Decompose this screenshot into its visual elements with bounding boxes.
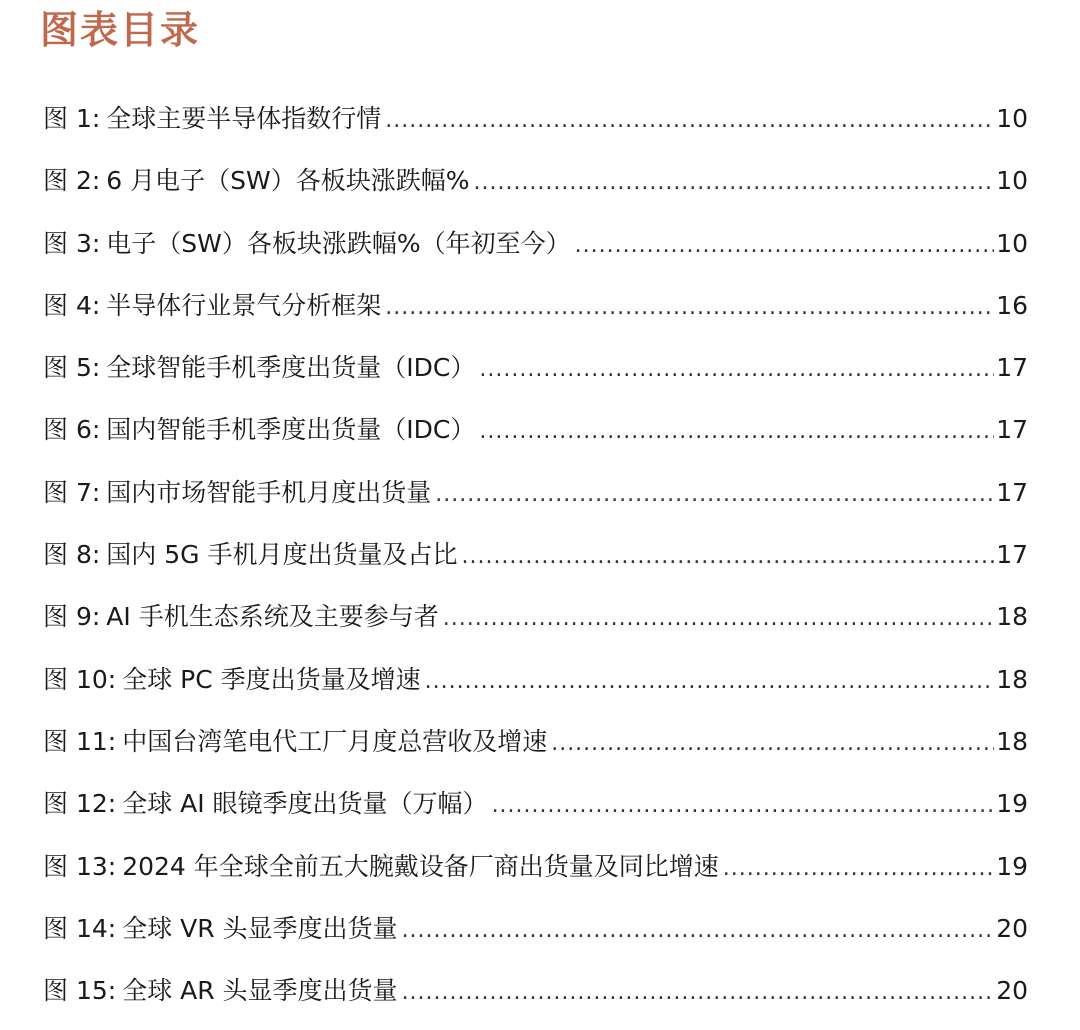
toc-page-number: 18: [996, 602, 1028, 632]
toc-figure-number: 图 1:: [43, 104, 101, 133]
toc-dot-leader: [479, 409, 994, 455]
toc-entry[interactable]: [43, 719, 1028, 781]
toc-page-number: 17: [996, 540, 1028, 570]
toc-figure-number: 图 8:: [43, 540, 101, 570]
toc-page-number: 16: [996, 290, 1028, 320]
toc-entry[interactable]: [43, 283, 1028, 345]
toc-entry[interactable]: [43, 594, 1028, 656]
toc-figure-number: 图 14:: [43, 913, 117, 943]
toc-figure-number: 图 10:: [43, 664, 117, 694]
toc-dot-leader: [402, 970, 995, 1016]
toc-entry[interactable]: [43, 657, 1028, 719]
toc-dot-leader: [402, 908, 995, 954]
toc-page-number: 20: [996, 976, 1028, 1006]
toc-page-number: 17: [996, 415, 1028, 445]
toc-entry[interactable]: [43, 96, 1028, 158]
toc-figure-caption: 6 月电子（SW）各板块涨跌幅%: [106, 166, 470, 196]
toc-dot-leader: [551, 721, 994, 767]
toc-dot-leader: [425, 659, 995, 705]
toc-figure-caption: 全球 PC 季度出货量及增速: [122, 664, 421, 694]
toc-entry[interactable]: [43, 345, 1028, 407]
toc-page-number: 10: [996, 166, 1028, 196]
toc-entry[interactable]: [43, 844, 1028, 906]
toc-entry[interactable]: [43, 781, 1028, 843]
toc-page-number: 19: [996, 789, 1028, 819]
toc-figure-number: 图 9:: [43, 602, 101, 632]
toc-figure-number: 图 13:: [43, 851, 117, 881]
toc-page-number: 10: [996, 104, 1028, 133]
toc-page-number: 19: [996, 851, 1028, 881]
toc-page-number: 18: [996, 726, 1028, 756]
page-title: 图表目录: [40, 7, 201, 52]
toc-dot-leader: [492, 783, 995, 829]
toc-figure-number: 图 15:: [43, 976, 117, 1006]
toc-entry[interactable]: [43, 407, 1028, 469]
figure-table-of-contents: [43, 96, 1028, 1030]
toc-figure-caption: 国内智能手机季度出货量（IDC）: [106, 415, 476, 445]
toc-figure-number: 图 7:: [43, 477, 101, 507]
toc-figure-caption: 全球智能手机季度出货量（IDC）: [106, 353, 476, 383]
toc-entry[interactable]: [43, 906, 1028, 968]
toc-dot-leader: [575, 223, 995, 269]
toc-figure-caption: 中国台湾笔电代工厂月度总营收及增速: [122, 726, 548, 756]
toc-figure-caption: 国内市场智能手机月度出货量: [106, 477, 432, 507]
toc-entry[interactable]: [43, 532, 1028, 594]
toc-page-number: 20: [996, 913, 1028, 943]
toc-dot-leader: [435, 472, 994, 518]
toc-figure-number: 图 3:: [43, 228, 101, 258]
toc-figure-number: 图 11:: [43, 726, 117, 756]
toc-figure-caption: 全球主要半导体指数行情: [106, 104, 382, 133]
toc-figure-caption: 国内 5G 手机月度出货量及占比: [106, 540, 458, 570]
toc-dot-leader: [473, 160, 994, 206]
toc-page-number: 17: [996, 353, 1028, 383]
toc-figure-caption: AI 手机生态系统及主要参与者: [106, 602, 439, 632]
toc-dot-leader: [723, 846, 994, 892]
toc-figure-caption: 全球 AI 眼镜季度出货量（万幅）: [122, 789, 488, 819]
toc-page-number: 18: [996, 664, 1028, 694]
toc-page-number: 17: [996, 477, 1028, 507]
toc-figure-number: 图 2:: [43, 166, 101, 196]
toc-figure-caption: 全球 VR 头显季度出货量: [122, 913, 398, 943]
toc-figure-number: 图 6:: [43, 415, 101, 445]
toc-page-number: 10: [996, 228, 1028, 258]
toc-figure-caption: 电子（SW）各板块涨跌幅%（年初至今）: [106, 228, 571, 258]
toc-figure-caption: 2024 年全球全前五大腕戴设备厂商出货量及同比增速: [122, 851, 719, 881]
toc-entry[interactable]: [43, 158, 1028, 220]
toc-dot-leader: [479, 347, 994, 393]
toc-dot-leader: [443, 596, 994, 642]
toc-figure-number: 图 12:: [43, 789, 117, 819]
toc-entry[interactable]: [43, 221, 1028, 283]
toc-figure-caption: 半导体行业景气分析框架: [106, 290, 382, 320]
toc-dot-leader: [385, 285, 994, 331]
toc-figure-caption: 全球 AR 头显季度出货量: [122, 976, 398, 1006]
toc-dot-leader: [385, 98, 994, 144]
toc-figure-number: 图 4:: [43, 290, 101, 320]
toc-entry[interactable]: [43, 470, 1028, 532]
toc-dot-leader: [461, 534, 994, 580]
toc-figure-number: 图 5:: [43, 353, 101, 383]
toc-entry[interactable]: [43, 968, 1028, 1030]
